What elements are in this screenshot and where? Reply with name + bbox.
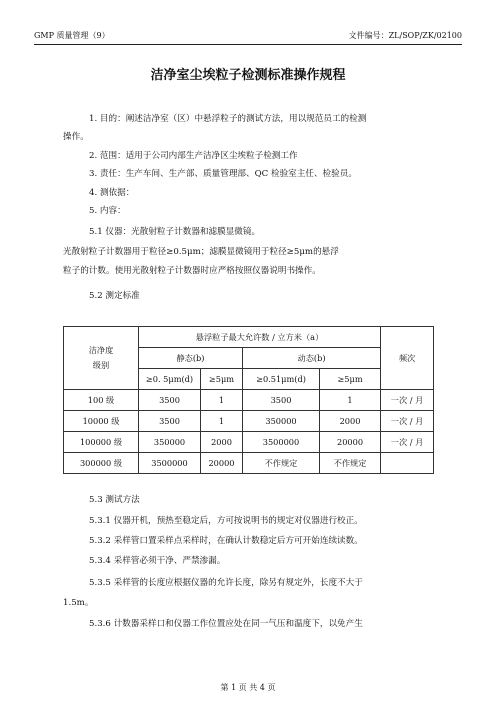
- header-dynamic: 动态(b): [243, 348, 381, 369]
- table-cell: [381, 453, 434, 474]
- section-5-2-standard: 5.2 测定标准: [89, 291, 140, 301]
- table-cell: 3500000: [243, 432, 320, 453]
- table-row: [64, 411, 434, 432]
- header-frequency: 频次: [381, 327, 434, 390]
- table-cell: 2000: [320, 411, 381, 432]
- table-cell: 1: [320, 390, 381, 411]
- page-footer: 第 1 页 共 4 页: [220, 683, 276, 692]
- table-cell: 一次 / 月: [381, 432, 434, 453]
- table-cell: 3500000: [139, 453, 201, 474]
- table-cell: 不作规定: [320, 453, 381, 474]
- header-static: 静态(b): [139, 348, 243, 369]
- table-cell: 350000: [139, 432, 201, 453]
- header-cleanliness-grade: 洁净度 级别: [64, 327, 139, 390]
- section-2-scope: 2. 范围：适用于公司内部生产洁净区尘埃粒子检测工作: [89, 151, 298, 161]
- table-cell: 350000: [243, 411, 320, 432]
- table-cell: 不作规定: [243, 453, 320, 474]
- section-5-3-method: 5.3 测试方法: [89, 495, 140, 505]
- section-5-1-instruments: 5.1 仪器：光散射粒子计数器和滤膜显微镜。: [89, 227, 261, 237]
- header-max-particles: 悬浮粒子最大允许数 / 立方米（a）: [139, 327, 381, 348]
- page-header: [34, 30, 462, 45]
- section-5-3-2: 5.3.2 采样管口置采样点采样时，在确认计数稳定后方可开始连续读数。: [89, 536, 363, 546]
- table-cell: 10000 级: [64, 411, 139, 432]
- table-row: [64, 432, 434, 453]
- table-cell: 3500: [139, 411, 201, 432]
- subheader-dynamic-5um: ≥5μm: [320, 369, 381, 390]
- section-5-content: 5. 内容：: [89, 206, 126, 216]
- section-5-3-4: 5.3.4 采样管必须干净、严禁渗漏。: [89, 556, 226, 566]
- table-cell: 3500: [243, 390, 320, 411]
- document-title: 洁净室尘埃粒子检测标准操作规程: [150, 68, 346, 83]
- section-5-1-paragraph: 光散射粒子计数器用于粒径≥0.5μm；滤膜显微镜用于粒径≥5μm的悬浮: [63, 247, 339, 257]
- section-5-3-5: 5.3.5 采样管的长度应根据仪器的允许长度，除另有规定外，长度不大于: [89, 578, 363, 588]
- section-5-3-1: 5.3.1 仪器开机，预热至稳定后，方可按说明书的规定对仪器进行校正。: [89, 516, 363, 526]
- header-document-number: 文件编号：ZL/SOP/ZK/02100: [348, 31, 462, 40]
- table-row: [64, 453, 434, 474]
- subheader-static-5um: ≥5μm: [201, 369, 243, 390]
- table-row: [64, 390, 434, 411]
- table-cell: 1: [201, 411, 243, 432]
- section-1-purpose-cont: 操作。: [63, 132, 89, 142]
- table-cell: 一次 / 月: [381, 390, 434, 411]
- section-5-1-paragraph-cont: 粒子的计数。使用光散射粒子计数器时应严格按照仪器说明书操作。: [63, 266, 321, 276]
- section-5-3-6: 5.3.6 计数器采样口和仪器工作位置应处在同一气压和温度下，以免产生: [89, 619, 363, 629]
- table-cell: 20000: [201, 453, 243, 474]
- section-5-3-5-cont: 1.5m。: [63, 598, 94, 608]
- table-cell: 1: [201, 390, 243, 411]
- header-left: GMP 质量管理（9）: [34, 31, 110, 40]
- standard-table: [63, 326, 434, 474]
- table-cell: 20000: [320, 432, 381, 453]
- section-4-basis: 4. 测依据：: [89, 188, 135, 198]
- table-cell: 100000 级: [64, 432, 139, 453]
- table-cell: 2000: [201, 432, 243, 453]
- table-cell: 300000 级: [64, 453, 139, 474]
- subheader-static-0-5um: ≥0. 5μm(d): [139, 369, 201, 390]
- table-cell: 3500: [139, 390, 201, 411]
- section-3-responsibility: 3. 责任：生产车间、生产部、质量管理部、QC 检验室主任、检验员。: [89, 169, 357, 179]
- section-1-purpose: 1. 目的：阐述洁净室（区）中悬浮粒子的测试方法，用以规范员工的检测: [89, 114, 367, 124]
- table-cell: 100 级: [64, 390, 139, 411]
- table-cell: 一次 / 月: [381, 411, 434, 432]
- subheader-dynamic-0-5um: ≥0.51μm(d): [243, 369, 320, 390]
